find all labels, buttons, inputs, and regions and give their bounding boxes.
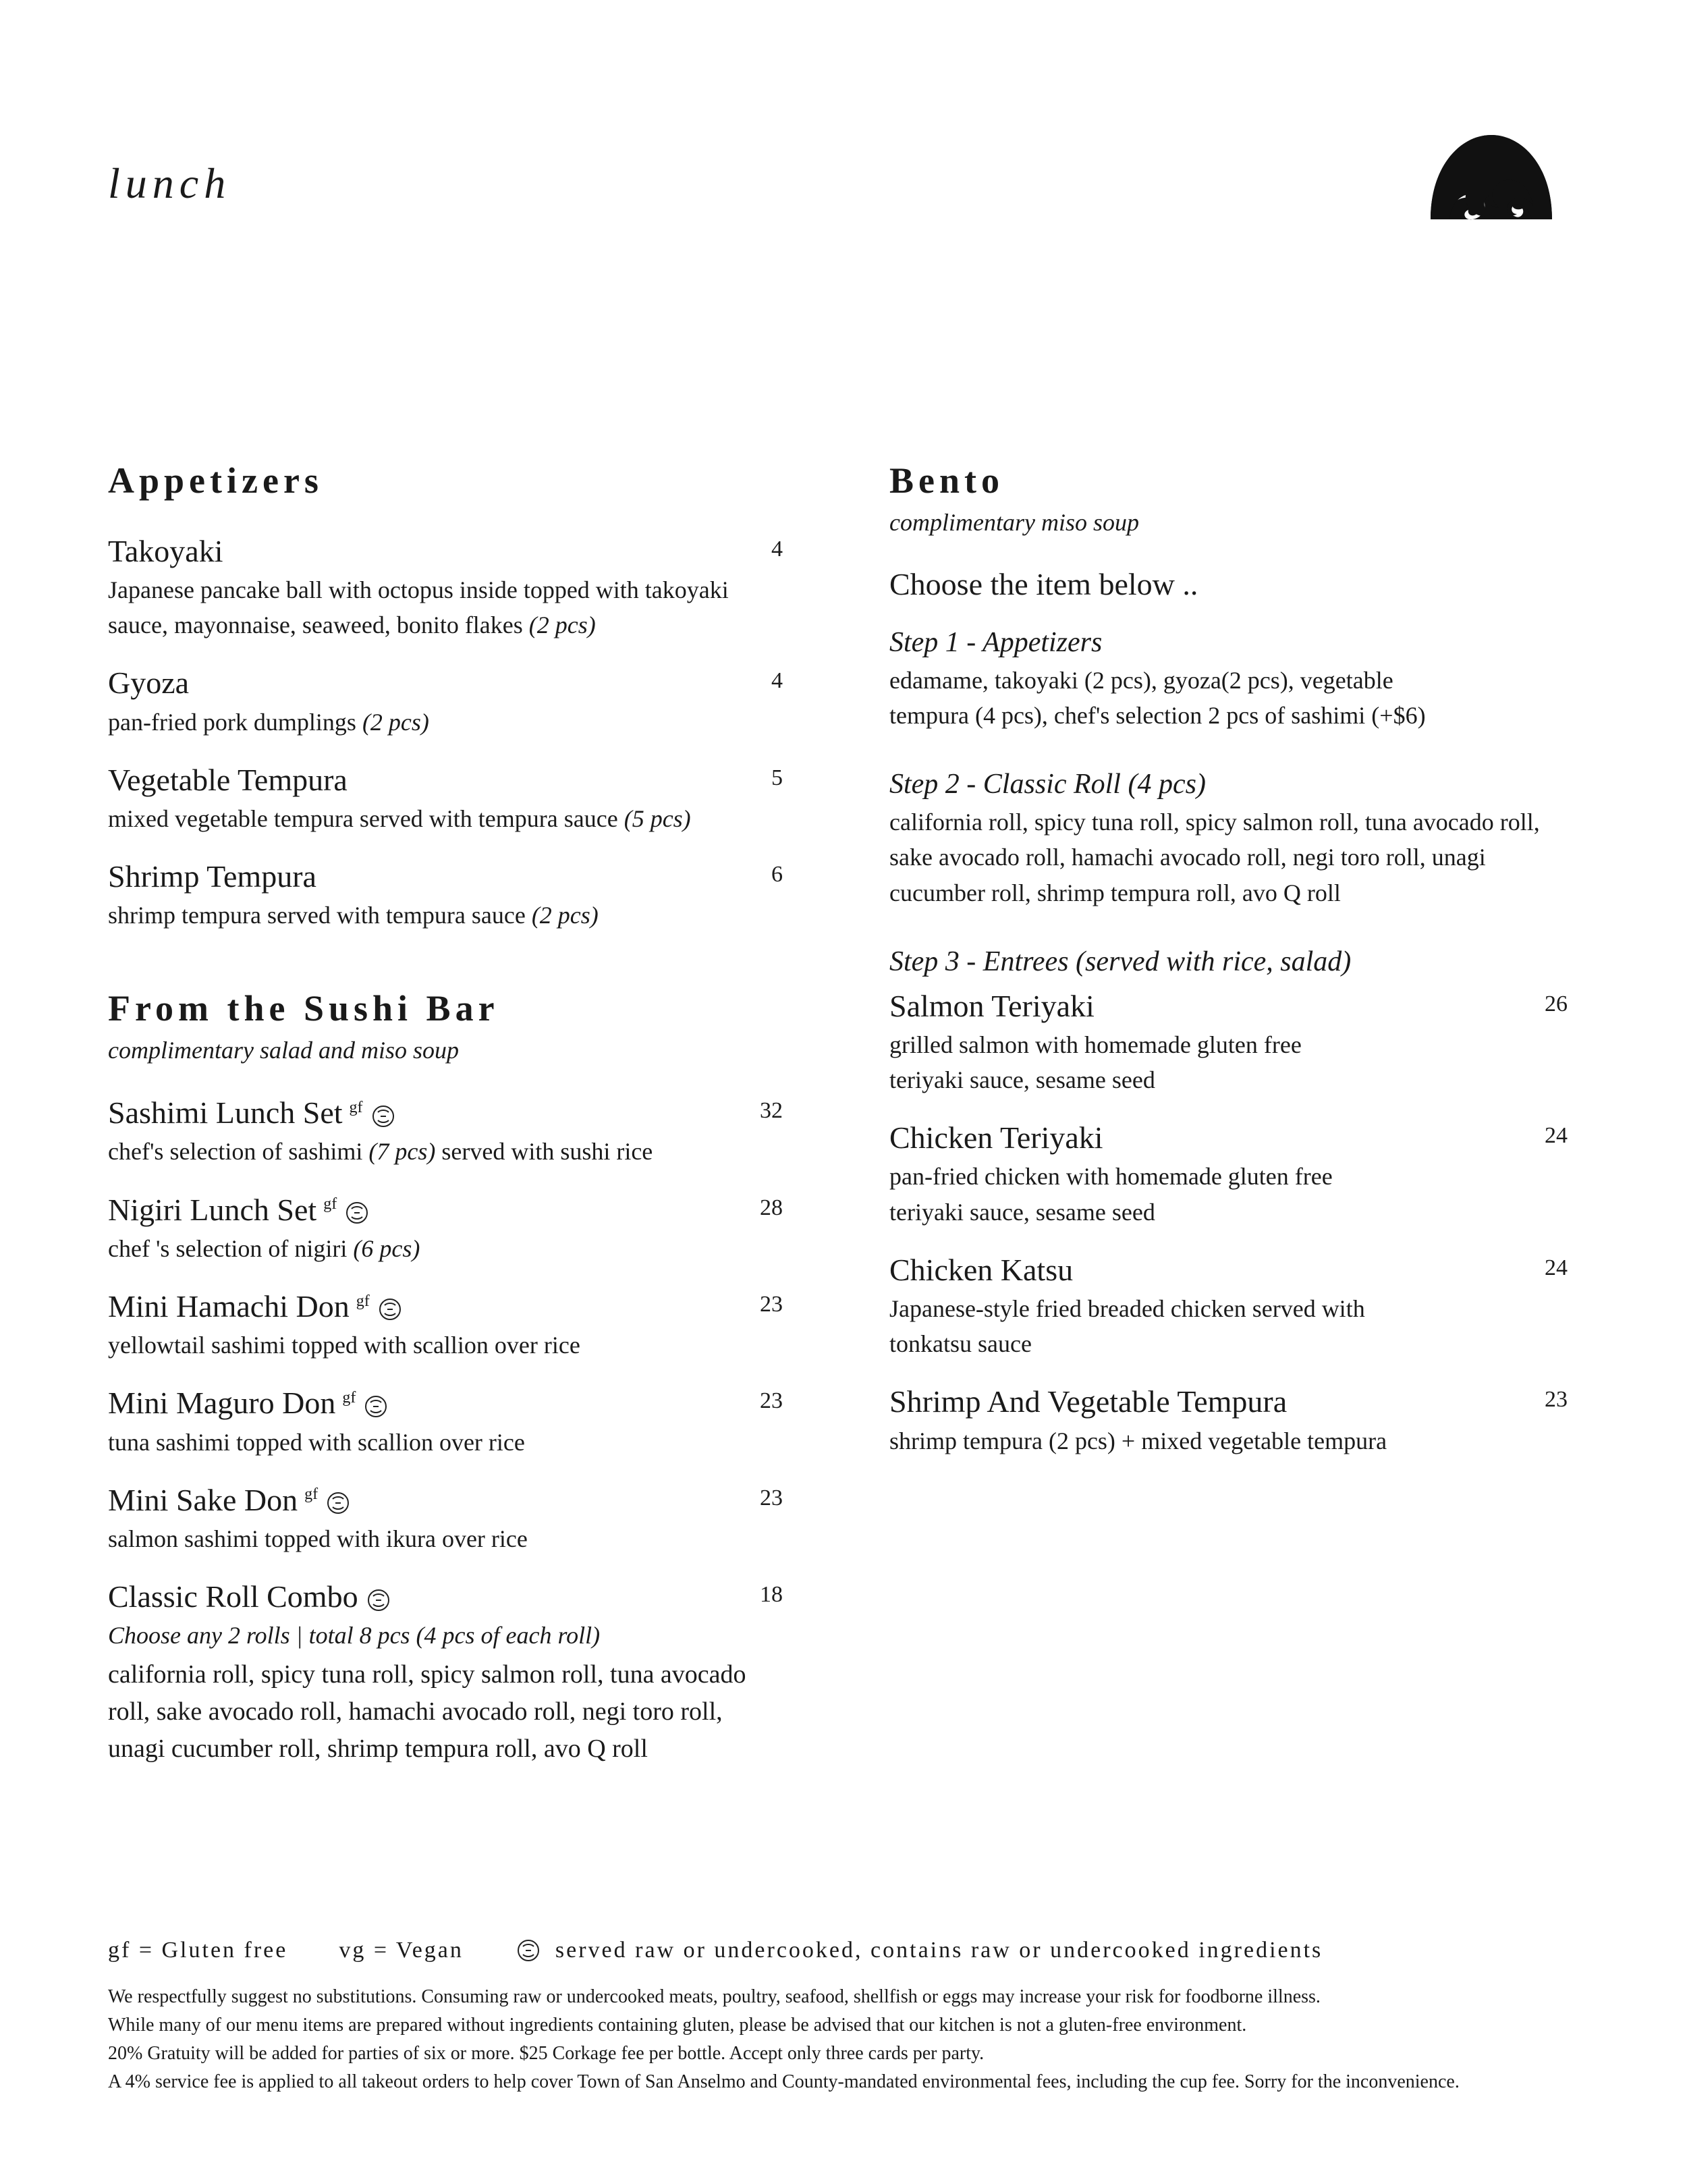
item-name: Salmon Teriyaki xyxy=(889,988,1095,1023)
appetizers-title: Appetizers xyxy=(108,460,323,501)
raw-warning-icon xyxy=(325,1490,352,1517)
item-desc: pan-fried chicken with homemade gluten free teriyaki sauce, sesame seed xyxy=(889,1163,1333,1226)
step3-title: Step 3 - Entrees (served with rice, salad) xyxy=(889,946,1352,977)
gluten-free-badge: gf xyxy=(304,1485,319,1504)
menu-item xyxy=(889,1251,1568,1362)
item-name-text: Classic Roll Combo xyxy=(108,1579,358,1614)
item-name: Gyoza xyxy=(108,665,190,701)
item-name: Vegetable Tempura xyxy=(108,762,348,797)
item-subnote xyxy=(108,1618,783,1653)
legend-raw: served raw or undercooked, contains raw or undercooked ingredients xyxy=(555,1938,1323,1963)
menu-item xyxy=(108,533,783,643)
item-name-text: Mini Maguro Don xyxy=(108,1386,336,1421)
item-price: 23 xyxy=(1545,1387,1568,1413)
item-price: 6 xyxy=(771,862,783,888)
item-desc-text: served with sushi rice xyxy=(441,1138,653,1166)
step2-text: california roll, spicy tuna roll, spicy salmon roll, tuna avocado roll, sake avocado roll, hamachi avocado roll, negi toro roll, unagi cucumber roll, shrimp tempura roll, avo Q roll xyxy=(889,809,1540,906)
disclaimer-line: A 4% service fee is applied to all takeout orders to help cover Town of San Anselmo and County-mandated environmental fees, including the cup fee. Sorry for the inconvenience. xyxy=(108,2071,1460,2092)
item-name xyxy=(108,1191,783,1228)
legend-gf: gf = Gluten free xyxy=(108,1938,288,1963)
raw-warning-icon xyxy=(362,1393,389,1420)
raw-warning-icon xyxy=(365,1587,392,1614)
item-qty: (2 pcs) xyxy=(362,708,429,736)
menu-item xyxy=(108,1288,783,1363)
step1-title: Step 1 - Appetizers xyxy=(889,626,1103,658)
legend xyxy=(108,1937,1323,1964)
disclaimer xyxy=(108,1983,1660,2096)
gluten-free-badge: gf xyxy=(356,1292,370,1310)
menu-item xyxy=(108,858,783,933)
bento-choose: Choose the item below .. xyxy=(889,566,1198,601)
item-price: 24 xyxy=(1545,1255,1568,1280)
wave-logo-icon xyxy=(1424,132,1559,223)
raw-warning-icon xyxy=(377,1296,404,1323)
item-price: 5 xyxy=(771,765,783,790)
item-desc-text: chef's selection of sashimi xyxy=(108,1138,363,1166)
item-name xyxy=(108,1578,783,1615)
left-column xyxy=(108,459,783,1768)
item-desc xyxy=(108,705,783,740)
item-name: Chicken Teriyaki xyxy=(889,1120,1103,1155)
legend-vg: vg = Vegan xyxy=(339,1938,464,1963)
menu-item xyxy=(108,1191,783,1266)
disclaimer-line: 20% Gratuity will be added for parties of six or more. $25 Corkage fee per bottle. Accept only three cards per party. xyxy=(108,2043,985,2064)
item-qty: (2 pcs) xyxy=(531,902,599,929)
gluten-free-badge: gf xyxy=(323,1195,337,1213)
item-name xyxy=(108,1384,783,1421)
item-price: 24 xyxy=(1545,1123,1568,1149)
menu-item xyxy=(108,1384,783,1459)
disclaimer-line: We respectfully suggest no substitutions. Consuming raw or undercooked meats, poultry, seafood, shellfish or eggs may increase your risk for foodborne illness. xyxy=(108,1986,1321,2007)
item-qty: (6 pcs) xyxy=(353,1234,420,1262)
bento-title: Bento xyxy=(889,460,1004,501)
raw-warning-icon xyxy=(343,1199,370,1226)
item-price: 23 xyxy=(760,1388,783,1414)
item-price: 4 xyxy=(771,668,783,694)
item-name: Takoyaki xyxy=(108,533,223,568)
item-price: 23 xyxy=(760,1292,783,1317)
item-subnote-text: Choose any 2 rolls | total 8 pcs (4 pcs of each roll) xyxy=(108,1622,601,1649)
item-price: 18 xyxy=(760,1582,783,1608)
item-price: 28 xyxy=(760,1195,783,1220)
item-name xyxy=(108,1094,783,1131)
item-qty: (5 pcs) xyxy=(624,804,691,832)
disclaimer-line: While many of our menu items are prepared without ingredients containing gluten, please be advised that our kitchen is not a gluten-free environment. xyxy=(108,2015,1247,2036)
menu-item xyxy=(108,1578,783,1768)
raw-warning-icon xyxy=(515,1937,542,1964)
item-desc: yellowtail sashimi topped with scallion over rice xyxy=(108,1332,580,1359)
sushi-bar-title: From the Sushi Bar xyxy=(108,988,499,1029)
item-name-text: Nigiri Lunch Set xyxy=(108,1192,317,1227)
item-desc: shrimp tempura (2 pcs) + mixed vegetable tempura xyxy=(889,1427,1387,1454)
item-desc xyxy=(108,898,783,933)
menu-item xyxy=(889,1383,1568,1458)
menu-item xyxy=(889,1119,1568,1230)
menu-item xyxy=(108,761,783,836)
item-desc-text: chef 's selection of nigiri xyxy=(108,1234,348,1262)
raw-warning-icon xyxy=(370,1103,397,1130)
menu-item xyxy=(889,987,1568,1098)
menu-item xyxy=(108,1094,783,1169)
page-title: lunch xyxy=(108,159,231,207)
gluten-free-badge: gf xyxy=(349,1098,363,1116)
item-desc-text: Japanese pancake ball with octopus inside topped with takoyaki sauce, mayonnaise, seaweed, bonito flakes xyxy=(108,576,729,639)
item-desc xyxy=(108,1134,783,1169)
item-price: 4 xyxy=(771,536,783,562)
item-name: Shrimp Tempura xyxy=(108,859,316,894)
gluten-free-badge: gf xyxy=(342,1389,356,1407)
item-qty: (7 pcs) xyxy=(368,1138,436,1166)
item-price: 32 xyxy=(760,1098,783,1124)
bento-note: complimentary miso soup xyxy=(889,508,1139,536)
step2-title: Step 2 - Classic Roll (4 pcs) xyxy=(889,769,1206,800)
item-desc-text: mixed vegetable tempura served with tempura sauce xyxy=(108,804,618,832)
item-name-text: Sashimi Lunch Set xyxy=(108,1095,343,1130)
item-desc: california roll, spicy tuna roll, spicy salmon roll, tuna avocado roll, sake avocado roll, hamachi avocado roll, negi toro roll, unagi cucumber roll, shrimp tempura roll, avo Q roll xyxy=(108,1660,746,1763)
item-desc: Japanese-style fried breaded chicken served with tonkatsu sauce xyxy=(889,1295,1365,1358)
menu-item xyxy=(108,664,783,739)
item-qty: (2 pcs) xyxy=(528,611,596,639)
right-column xyxy=(889,459,1568,1458)
item-name xyxy=(108,1481,783,1519)
item-name-text: Mini Sake Don xyxy=(108,1482,298,1517)
step1-text: edamame, takoyaki (2 pcs), gyoza(2 pcs), vegetable tempura (4 pcs), chef's selection 2 pcs of sashimi (+$6) xyxy=(889,666,1426,729)
item-desc xyxy=(108,801,783,836)
item-name: Shrimp And Vegetable Tempura xyxy=(889,1384,1288,1419)
menu-item xyxy=(108,1481,783,1556)
item-desc xyxy=(108,1231,783,1266)
item-desc-text: pan-fried pork dumplings xyxy=(108,708,356,736)
item-price: 23 xyxy=(760,1485,783,1510)
sushi-bar-note: complimentary salad and miso soup xyxy=(108,1037,459,1064)
item-desc xyxy=(108,572,783,643)
item-name xyxy=(108,1288,783,1325)
item-price: 26 xyxy=(1545,991,1568,1016)
item-desc: salmon sashimi topped with ikura over rice xyxy=(108,1525,528,1552)
item-name: Chicken Katsu xyxy=(889,1252,1074,1287)
item-name-text: Mini Hamachi Don xyxy=(108,1289,350,1324)
item-desc: grilled salmon with homemade gluten free teriyaki sauce, sesame seed xyxy=(889,1031,1302,1094)
item-desc-text: shrimp tempura served with tempura sauce xyxy=(108,902,526,929)
item-desc: tuna sashimi topped with scallion over rice xyxy=(108,1428,525,1456)
